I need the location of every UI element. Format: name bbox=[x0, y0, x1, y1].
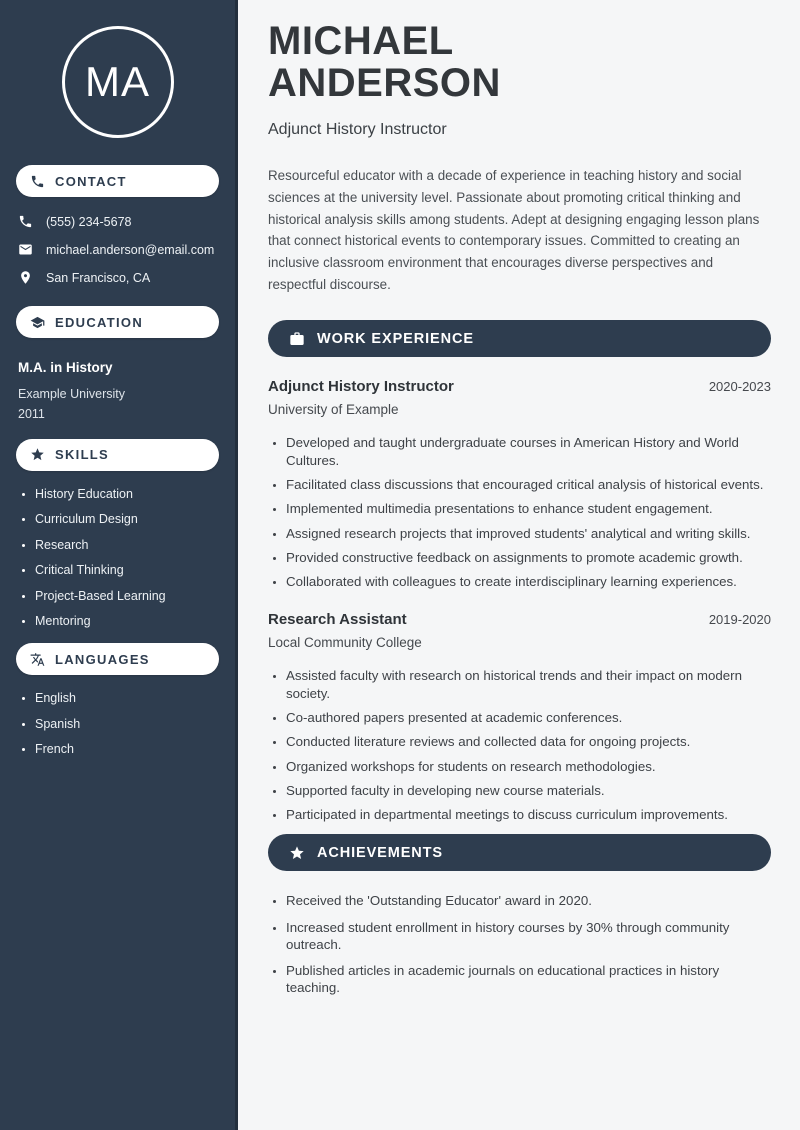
language-item: • Spanish bbox=[35, 717, 219, 731]
contact-email-value: michael.anderson@email.com bbox=[46, 242, 215, 257]
job-bullet: • Co-authored papers presented at academic conferences. bbox=[286, 709, 771, 726]
skill-item: • History Education bbox=[35, 487, 219, 501]
job-bullet: • Participated in departmental meetings to discuss curriculum improvements. bbox=[286, 806, 771, 823]
avatar bbox=[62, 26, 174, 138]
education-year: 2011 bbox=[18, 406, 45, 421]
professional-summary: Resourceful educator with a decade of experience in teaching history and social sciences at the university level. Passionate about promoting critical thinking and historical analysis skills among students. Adept at designing engaging lesson plans that connect historical events to contemporary issues. Committed to creating an inclusive classroom environment that encourages diverse perspectives and respectful discourse. bbox=[268, 168, 760, 292]
location-icon bbox=[18, 270, 33, 285]
candidate-name bbox=[268, 21, 771, 104]
job-bullet: • Facilitated class discussions that encouraged critical analysis of historical events. bbox=[286, 476, 771, 493]
contact-section-header bbox=[16, 165, 219, 197]
contact-header-label: CONTACT bbox=[55, 173, 127, 189]
job-dates: 2020-2023 bbox=[708, 379, 771, 395]
skills-list bbox=[16, 487, 219, 629]
phone-icon bbox=[18, 214, 33, 229]
translate-icon bbox=[30, 652, 45, 667]
job-header bbox=[268, 611, 771, 628]
education-degree: M.A. in History bbox=[18, 360, 113, 375]
job-entry bbox=[268, 611, 771, 823]
job-bullet-list bbox=[268, 434, 771, 590]
work-experience-header-label: WORK EXPERIENCE bbox=[317, 330, 474, 347]
job-bullet: • Assigned research projects that improved students' analytical and writing skills. bbox=[286, 525, 771, 542]
achievements-section-header bbox=[268, 834, 771, 871]
job-company: University of Example bbox=[268, 402, 399, 418]
job-bullet: • Collaborated with colleagues to create interdisciplinary learning experiences. bbox=[286, 573, 771, 590]
contact-location-value: San Francisco, CA bbox=[46, 270, 151, 285]
contact-location bbox=[18, 270, 219, 285]
job-title: Adjunct History Instructor bbox=[268, 378, 454, 396]
avatar-initials: MA bbox=[85, 58, 150, 105]
briefcase-icon bbox=[289, 331, 305, 347]
skills-header-label: SKILLS bbox=[55, 447, 110, 463]
education-section-header bbox=[16, 306, 219, 338]
job-header bbox=[268, 378, 771, 395]
skill-item: • Project-Based Learning bbox=[35, 589, 219, 603]
job-bullet: • Assisted faculty with research on historical trends and their impact on modern society. bbox=[286, 667, 771, 702]
sidebar bbox=[0, 0, 238, 1130]
language-item: • French bbox=[35, 742, 219, 756]
contact-list bbox=[16, 214, 219, 285]
languages-section-header bbox=[16, 643, 219, 675]
job-entry bbox=[268, 378, 771, 590]
star-icon bbox=[289, 845, 305, 861]
education-header-label: EDUCATION bbox=[55, 314, 144, 330]
achievements-bullet-list bbox=[268, 892, 771, 996]
job-dates: 2019-2020 bbox=[708, 612, 771, 628]
skill-item: • Research bbox=[35, 538, 219, 552]
skills-section-header bbox=[16, 439, 219, 471]
skill-item: • Curriculum Design bbox=[35, 512, 219, 526]
skill-item: • Mentoring bbox=[35, 614, 219, 628]
achievement-bullet: • Received the 'Outstanding Educator' award in 2020. bbox=[286, 892, 771, 909]
achievement-bullet: • Published articles in academic journals on educational practices in history teaching. bbox=[286, 962, 771, 997]
skill-item: • Critical Thinking bbox=[35, 563, 219, 577]
contact-email bbox=[18, 242, 219, 257]
work-experience-section-header bbox=[268, 320, 771, 357]
job-bullet: • Organized workshops for students on research methodologies. bbox=[286, 758, 771, 775]
candidate-last-name: ANDERSON bbox=[268, 60, 501, 105]
job-bullet: • Provided constructive feedback on assignments to promote academic growth. bbox=[286, 549, 771, 566]
job-bullet: • Conducted literature reviews and collected data for ongoing projects. bbox=[286, 733, 771, 750]
star-icon bbox=[30, 447, 45, 462]
achievement-bullet: • Increased student enrollment in history courses by 30% through community outreach. bbox=[286, 919, 771, 954]
job-bullet: • Supported faculty in developing new course materials. bbox=[286, 782, 771, 799]
job-company: Local Community College bbox=[268, 635, 422, 651]
candidate-first-name: MICHAEL bbox=[268, 19, 454, 63]
phone-icon bbox=[30, 174, 45, 189]
email-icon bbox=[18, 242, 33, 257]
languages-header-label: LANGUAGES bbox=[55, 651, 150, 667]
main-content bbox=[238, 0, 800, 1130]
language-item: • English bbox=[35, 691, 219, 705]
job-bullet: • Implemented multimedia presentations to enhance student engagement. bbox=[286, 500, 771, 517]
contact-phone-value: (555) 234-5678 bbox=[46, 214, 132, 229]
languages-list bbox=[16, 691, 219, 756]
job-title: Research Assistant bbox=[268, 611, 407, 629]
job-bullet: • Developed and taught undergraduate courses in American History and World Cultures. bbox=[286, 434, 771, 469]
education-school: Example University bbox=[18, 386, 125, 401]
graduation-cap-icon bbox=[30, 315, 45, 330]
candidate-headline: Adjunct History Instructor bbox=[268, 121, 447, 139]
job-bullet-list bbox=[268, 667, 771, 823]
contact-phone bbox=[18, 214, 219, 229]
achievements-header-label: ACHIEVEMENTS bbox=[317, 844, 444, 861]
education-entry bbox=[16, 357, 219, 424]
